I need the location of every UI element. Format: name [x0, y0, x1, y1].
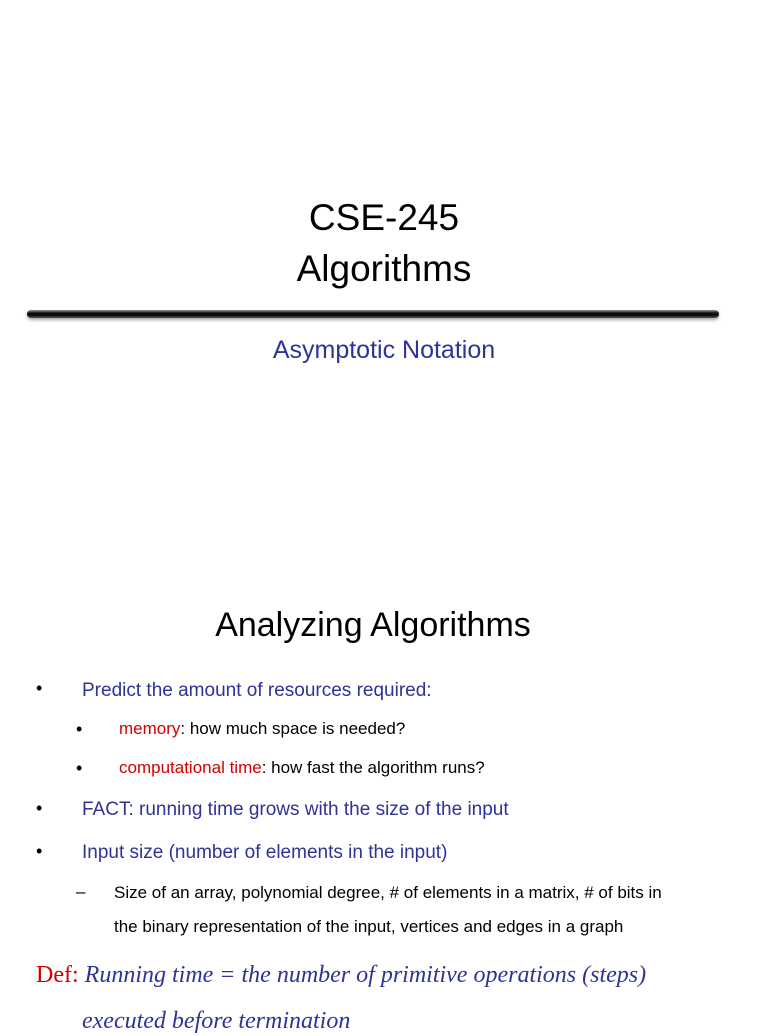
bullet-icon: •	[36, 678, 43, 698]
definition-label: Def:	[36, 962, 79, 988]
definition-continuation: executed before termination	[82, 1008, 351, 1034]
bullet-icon: •	[36, 841, 43, 861]
term-computational-time: computational time	[119, 758, 262, 777]
course-code: CSE-245	[308, 197, 460, 238]
bullet-icon: •	[76, 758, 83, 778]
slide-subtitle: Asymptotic Notation	[272, 336, 496, 364]
definition-text: Running time = the number of primitive operations (steps)	[78, 962, 647, 988]
course-name: Algorithms	[296, 248, 472, 289]
dash-icon: –	[76, 882, 86, 901]
time-description: : how fast the algorithm runs?	[261, 758, 485, 777]
bullet-icon: •	[76, 719, 83, 739]
sub-item-line2: the binary representation of the input, vertices and edges in a graph	[114, 917, 624, 936]
sub-item-line1: Size of an array, polynomial degree, # of elements in a matrix, # of bits in	[114, 883, 662, 902]
term-memory: memory	[119, 719, 181, 738]
definition	[36, 960, 646, 990]
memory-description: : how much space is needed?	[180, 719, 406, 738]
bullet-input-size: Input size (number of elements in the input)	[82, 842, 448, 863]
bullet-fact: FACT: running time grows with the size of the input	[82, 799, 509, 820]
bullet-resources: Predict the amount of resources required:	[82, 680, 432, 701]
slide-analyzing-algorithms	[0, 576, 768, 1034]
divider-bar	[27, 310, 719, 318]
bullet-memory	[119, 718, 405, 740]
slide-heading: Analyzing Algorithms	[215, 606, 531, 644]
bullet-computational-time	[119, 757, 485, 779]
bullet-icon: •	[36, 798, 43, 818]
